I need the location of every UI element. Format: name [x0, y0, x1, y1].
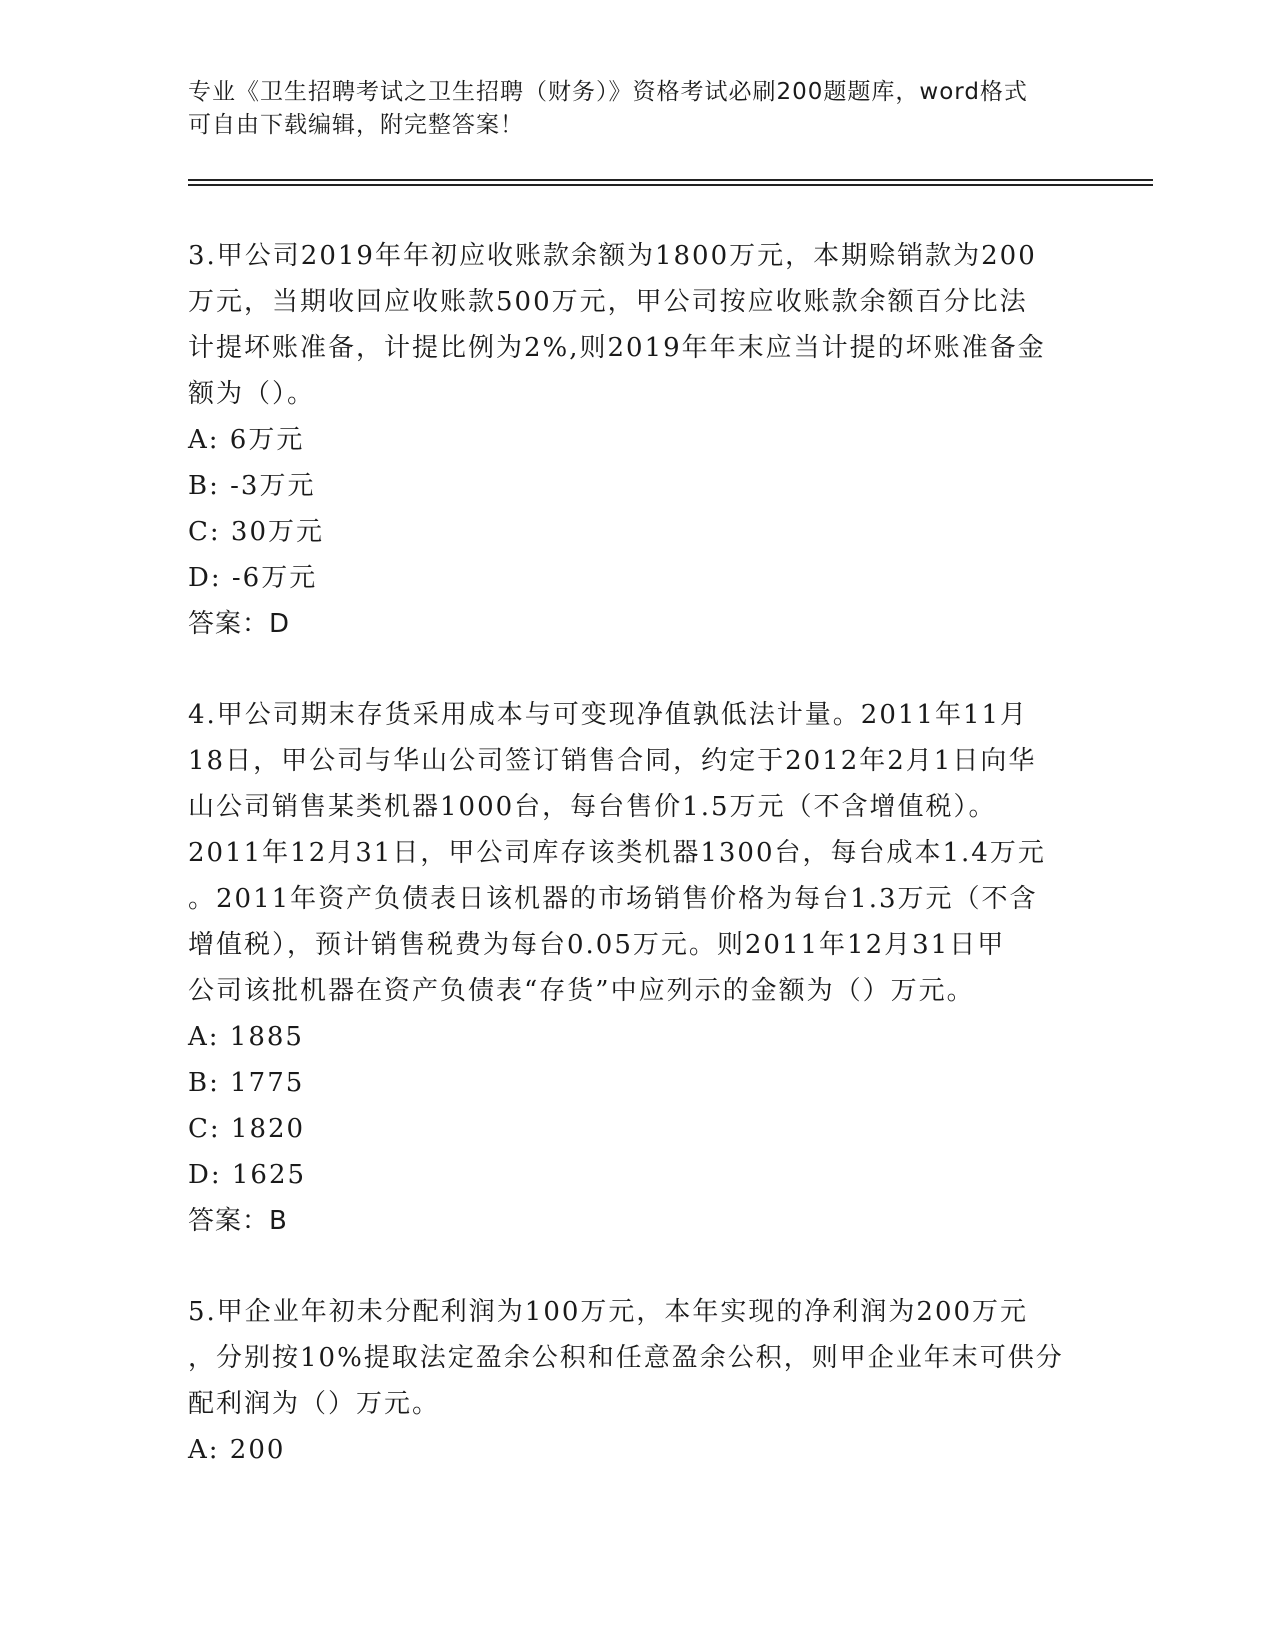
stem-line: 2011年12月31日，甲公司库存该类机器1300台，每台成本1.4万元 — [188, 838, 1046, 868]
question-list — [188, 233, 1088, 1473]
question-stem — [188, 1289, 1088, 1427]
question-stem — [188, 233, 1088, 417]
stem-line: 5.甲企业年初未分配利润为100万元，本年实现的净利润为200万元 — [188, 1297, 1029, 1327]
option-a: A: 1885 — [188, 1022, 304, 1052]
header-line-2: 可自由下载编辑，附完整答案！ — [188, 112, 524, 138]
option-b: B: -3万元 — [188, 471, 316, 501]
header-divider-top — [188, 179, 1153, 181]
stem-line: 万元，当期收回应收账款500万元，甲公司按应收账款余额百分比法 — [188, 287, 1028, 317]
stem-line: 。2011年资产负债表日该机器的市场销售价格为每台1.3万元（不含 — [188, 884, 1038, 914]
option-d: D: -6万元 — [188, 563, 318, 593]
question-spacer — [188, 1244, 1088, 1289]
stem-line: 山公司销售某类机器1000台，每台售价1.5万元（不含增值税）。 — [188, 792, 997, 822]
question-4 — [188, 692, 1088, 1244]
option-a: A: 6万元 — [188, 425, 305, 455]
answer-label: 答案：D — [188, 609, 291, 639]
question-stem — [188, 692, 1088, 1014]
stem-line: 公司该批机器在资产负债表“存货”中应列示的金额为（）万元。 — [188, 976, 975, 1006]
option-a: A: 200 — [188, 1435, 286, 1465]
question-spacer — [188, 647, 1088, 692]
stem-line: 3.甲公司2019年年初应收账款余额为1800万元，本期赊销款为200 — [188, 241, 1037, 271]
stem-line: 增值税），预计销售税费为每台0.05万元。则2011年12月31日甲 — [188, 930, 1006, 960]
answer-label: 答案：B — [188, 1206, 288, 1236]
stem-line: 额为（）。 — [188, 379, 316, 409]
stem-line: 计提坏账准备，计提比例为2%,则2019年年末应当计提的坏账准备金 — [188, 333, 1046, 363]
header-line-1: 专业《卫生招聘考试之卫生招聘（财务）》资格考试必刷200题题库，word格式 — [188, 79, 1028, 105]
option-d: D: 1625 — [188, 1160, 307, 1190]
stem-line: 配利润为（）万元。 — [188, 1389, 441, 1419]
question-3 — [188, 233, 1088, 647]
option-c: C: 30万元 — [188, 517, 325, 547]
stem-line: 18日，甲公司与华山公司签订销售合同，约定于2012年2月1日向华 — [188, 746, 1037, 776]
question-5 — [188, 1289, 1088, 1473]
stem-line: 4.甲公司期末存货采用成本与可变现净值孰低法计量。2011年11月 — [188, 700, 1029, 730]
document-header — [188, 76, 1068, 142]
header-divider-bottom — [188, 184, 1153, 186]
stem-line: ，分别按10%提取法定盈余公积和任意盈余公积，则甲企业年末可供分 — [188, 1343, 1064, 1373]
option-b: B: 1775 — [188, 1068, 305, 1098]
option-c: C: 1820 — [188, 1114, 306, 1144]
